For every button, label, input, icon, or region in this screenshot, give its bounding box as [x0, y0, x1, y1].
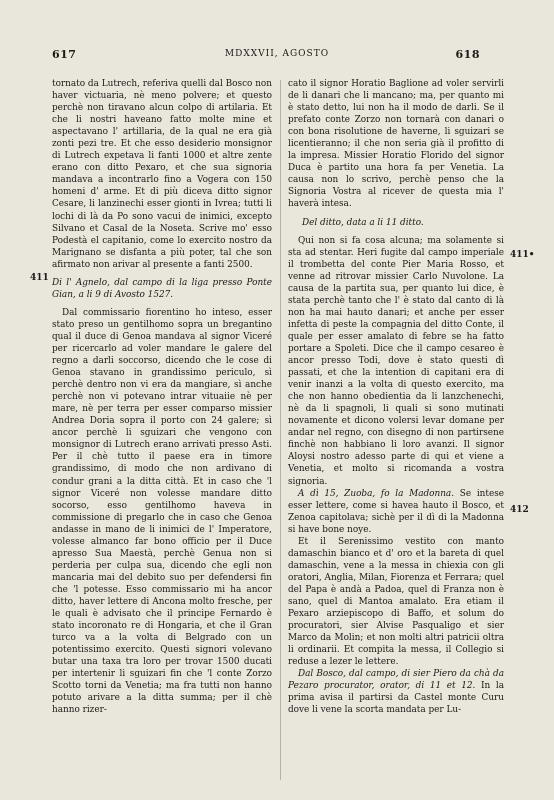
right-paragraph-3-text: Se intese esser lettere, come si havea hauto il Bosco, et Zenoa capitolava; sichè per il dì di la Madonna si have bone noye.: [288, 488, 505, 535]
column-divider: [280, 80, 281, 780]
margin-number-411-left: 411: [30, 273, 49, 283]
right-paragraph-1: cato il signor Horatio Baglione ad voler servirli de li danari che li mancano; ma, per quanto mi è stato detto, lui non ha il modo de darli. Se il prefato conte Zorzo non tornarà con danari o con bona risolutione de haverne, li sguizari se licentieranno; il che non seria già il profitto di la impresa. Missier Horatio Florido del signor Duca è partito una hora fa per Venetia. La causa non lo scrivo, perchè penso che la Signoria Vostra al ricever de questa mia l' haverà intesa.: [288, 79, 504, 210]
page-number-left: 617: [52, 48, 77, 61]
right-paragraph-4: Et il Serenissimo vestito con manto damaschin bianco et d' oro et la bareta di quel damaschin, vene a la messa in chiexia con gli oratori, Anglia, Milan, Fiorenza et Ferrara; quel del Papa è andà a Padoa, quel di Franza non è sano, quel di Mantoa amalato. Era etiam il Pexaro arziepiscopo di Baffo, et solum do procuratori, sier Alvise Pasqualigo et sier Marco da Molin; et non molti altri patricii oltra li ordinarii. Et compita la messa, il Collegio si reduse a lezer le lettere.: [288, 536, 504, 668]
left-paragraph-2: Dal commissario fiorentino ho inteso, esser stato preso un gentilhomo sopra un bregantino qual il duce di Genoa mandava al signor Viceré per ricercarlo ad voler mandare le galere del regno a darli soccorso, dicendo che le cose di Genoa stavano in grandissimo periculo, sì perchè dentro non vi era da mangiare, sì anche perchè non vi potevano intrar vituaiie nè per mare, nè per terra per esser comparso missier Andrea Doria sopra il porto con 24 galere; sì ancor perchè li sguizari che vengono con monsignor di Lutrech erano arrivati presso Asti. Per il chè tutto il paese era in timore grandissimo, di modo che non ardivano di condur grani a la ditta città. Et in caso che 'l signor Viceré non volesse mandare ditto socorso, esso gentilhomo haveva in commissione di pregarlo che in caso che Genoa andasse in mano de li inimici de l' Imperatore, volesse almanco far bono officio per il Duce apresso Sua Maestà, perchè Genua non si perderia per culpa sua, dicendo che egli non mancaria mai del debito suo per defendersi fin che 'l potesse. Esso commissario mi ha ancor ditto, haver lettere di Ancona molto fresche, per le quali è advisato che il principe Fernardo è stato incoronato re di Hongaria, et che il Gran turco va a la volta di Belgrado con un potentissimo exercito. Questi signori volevano butar una taxa tra loro per trovar 1500 ducati per intertenir li sguizari fin che 'l conte Zorzo Scotto torni da Venetia; ma fra tutti non hanno potuto arivare a la ditta summa; per il chè hanno rizer-: [52, 307, 272, 716]
right-column: [288, 78, 504, 716]
right-paragraph-3: [288, 488, 504, 536]
margin-number-411-right: 411•: [510, 250, 535, 260]
left-column: [52, 78, 272, 716]
right-paragraph-5: [288, 668, 504, 716]
right-paragraph-2: Qui non si fa cosa alcuna; ma solamente si sta ad stentar. Heri fugite dal campo imperiale il trombetta del conte Pier Maria Rosso, et venne ad ritrovar missier Carlo Nuvolone. La causa de la partita sua, per quanto lui dice, è stata perchè tanto che l' è stato dal canto di là non ha mai hauto danari; et anche per esser infetta di peste la compagnia del ditto Conte, il quale per esser amalato di febre se ha fatto portare a Spoleti. Dice che il campo cesareo è ancor presso Todi, dove è stato questi dì passati, et che la intention di capitani era di venir inanzi a la volta di questo exercito, ma che non hanno obedientia da li lanzchenechi, nè da li spagnoli, li quali si sono mutinati novamente et dicono volersi levar domane per andar nel regno, con disegno di non partirsene finchè non habbiano li loro avanzi. Il signor Aloysi nostro adesso parte di qui et viene a Venetia, et molto si ricomanda a vostra signoria.: [288, 235, 504, 487]
right-section-heading: Del ditto, data a li 11 ditto.: [302, 217, 424, 228]
page-number-right: 618: [455, 48, 480, 61]
right-paragraph-5-text: In la prima avisa il partirsi da Castel monte Curu dove li vene la scorta mandata per Lu-: [288, 681, 504, 716]
left-section-heading: Di l' Agnelo, dal campo di la liga presso Ponte Gian, a li 9 di Avosto 1527.: [52, 277, 272, 300]
page-header: [40, 48, 514, 66]
date-heading: A dì 15, Zuoba, fo la Madonna.: [298, 488, 455, 499]
letter-heading: Dal Bosco, dal campo, di sier Piero da chà da Pezaro procurator, orator, di 11 et 12.: [288, 669, 504, 692]
running-title: MDXXVII, AGOSTO: [224, 49, 330, 59]
margin-number-412: 412: [510, 505, 529, 515]
left-paragraph-1: tornato da Lutrech, referiva quelli dal Bosco non haver victuaria, nè meno polvere; et questo perchè non tiravano alcun colpo di artilaria. Et che li nostri haveano fatto molte mine et aspectavano l' artillaria, de la qual ne era già zonti pezi tre. Et che esso desiderio monsignor di Lutrech expetava li fanti 1000 et altre zente erano con ditto Pexaro, et che sua signoria mandava a incontrarlo fino a Vogera con 150 homeni d' arme. Et di più diceva ditto signor Cesare, li lanzinechi esser gionti in Ivrea; tutti li lochi di là da Po sono vacui de inimici, excepto Silvano et Casal de la Noseta. Scrive mo' esso Podestà el capitanio, come lo exercito nostro da Marignano se disfanta a più poter, tal che son afirmato non arivar al presente a fanti 2500.: [52, 79, 272, 270]
